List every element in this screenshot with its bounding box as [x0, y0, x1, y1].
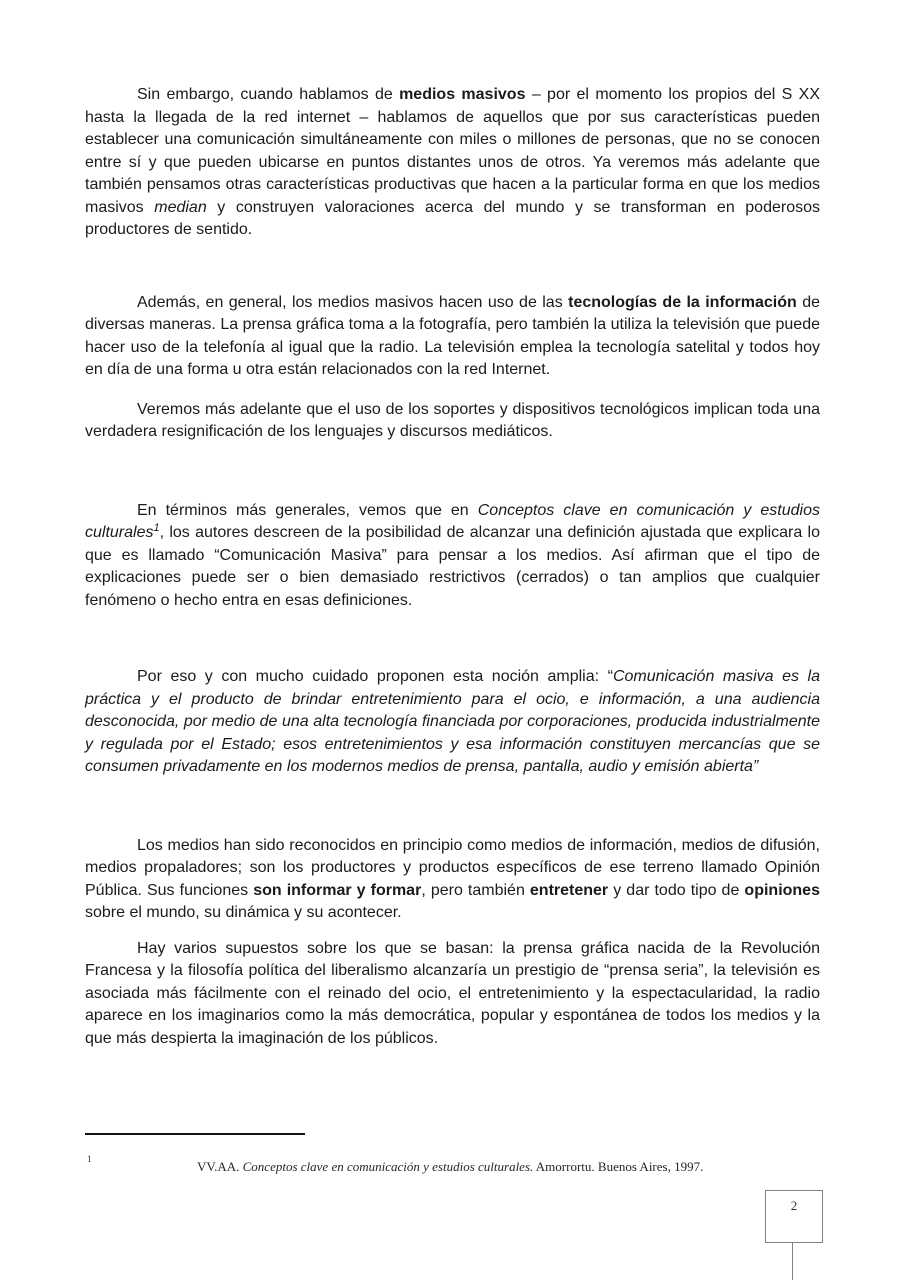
footnote-separator: [85, 1133, 305, 1135]
page-number-anchor-line: [792, 1242, 793, 1280]
paragraph-1: Sin embargo, cuando hablamos de medios masivos – por el momento los propios del S XX hasta la llegada de la red internet – hablamos de aquellos que por sus características pueden establecer una comunicación simultáneamente con miles o millones de personas, que no se conocen entre sí y que pueden ubicarse en puntos distantes unos de otros. Ya veremos más adelante que también pensamos otras características productivas que hacen a la particular forma en que los medios masivos median y construyen valoraciones acerca del mundo y se transforman en poderosos productores de sentido.: [85, 86, 821, 238]
paragraph-6: Los medios han sido reconocidos en principio como medios de información, medios de difusión, medios propaladores; son los productores y productos específicos de ese terreno llamado Opinión Pública. Sus funciones son informar y formar, pero también entretener y dar todo tipo de opiniones sobre el mundo, su dinámica y su acontecer.: [85, 836, 820, 921]
paragraph-2: Además, en general, los medios masivos hacen uso de las tecnologías de la información de diversas maneras. La prensa gráfica toma a la fotografía, pero también la utiliza la televisión que puede hacer uso de la telefonía al igual que la radio. La televisión emplea la tecnología satelital y todos hoy en día de una forma u otra están relacionados con la red Internet.: [85, 293, 820, 378]
paragraph-4: En términos más generales, vemos que en Conceptos clave en comunicación y estudios culturales$^1$, los autores descreen de la posibilidad de alcanzar una definición ajustada que explicara lo que es llamado “Comunicación Masiva” para pensar a los medios. Así afirman que el tipo de explicaciones puede ser o bien demasiado restrictivos (cerrados) o tan amplios que cualquier fenómeno o hecho entra en esas definiciones.: [85, 501, 820, 609]
footnote-marker: 1: [87, 1154, 92, 1164]
footnote-text: VV.AA. Conceptos clave en comunicación y estudios culturales. Amorrortu. Buenos Aires, 1997.: [197, 1159, 704, 1174]
page-number: 2: [790, 1198, 798, 1213]
page-number-box: [765, 1190, 823, 1243]
paragraph-3: Veremos más adelante que el uso de los soportes y dispositivos tecnológicos implican toda una verdadera resignificación de los lenguajes y discursos mediáticos.: [85, 400, 820, 440]
paragraph-7: Hay varios supuestos sobre los que se basan: la prensa gráfica nacida de la Revolución Francesa y la filosofía política del liberalismo alcanzaría un prestigio de “prensa seria”, la televisión es asociada más fácilmente con el reinado del ocio, el entretenimiento y la espectacularidad, la radio aparece en los imaginarios como la más democrática, popular y espontánea de todos los medios y la que más despierta la imaginación de los públicos.: [85, 939, 820, 1047]
document-body: [85, 84, 820, 1050]
footnote: [85, 1152, 820, 1176]
paragraph-5: Por eso y con mucho cuidado proponen esta noción amplia: “Comunicación masiva es la práctica y el producto de brindar entretenimiento para el ocio, e información, a una audiencia desconocida, por medio de una alta tecnología financiada por corporaciones, producida industrialmente y regulada por el Estado; esos entretenimientos y esa información constituyen mercancías que se consumen privadamente en los modernos medios de prensa, pantalla, audio y emisión abierta”: [85, 668, 821, 775]
